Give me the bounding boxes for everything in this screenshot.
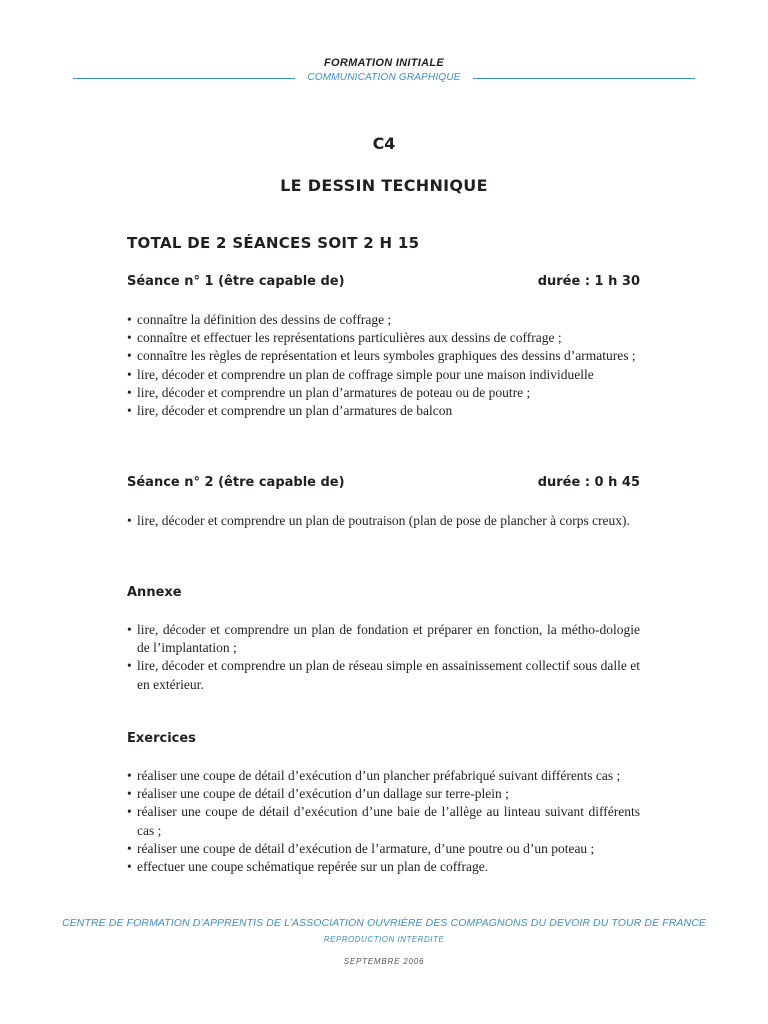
header-rule-right (473, 78, 695, 79)
list-item: • connaître la définition des dessins de coffrage ; (127, 311, 640, 329)
annexe-heading: Annexe (127, 585, 182, 600)
session-1-duration: durée : 1 h 30 (537, 274, 640, 289)
list-item: • connaître les règles de représentation et leurs symboles graphiques des dessins d’armatures ; (127, 347, 640, 365)
session-2-duration: durée : 0 h 45 (537, 475, 640, 490)
session-2-heading (127, 475, 640, 490)
header-rule-row (73, 71, 695, 85)
session-1-list (127, 311, 640, 420)
total-sessions: TOTAL DE 2 SÉANCES SOIT 2 H 15 (127, 234, 420, 252)
exercices-list (127, 767, 640, 876)
list-item: • connaître et effectuer les représentations particulières aux dessins de coffrage ; (127, 329, 640, 347)
document-title: LE DESSIN TECHNIQUE (280, 176, 488, 195)
session-1-label: Séance n° 1 (être capable de) (127, 274, 345, 289)
session-2-label: Séance n° 2 (être capable de) (127, 475, 345, 490)
header-subtitle: COMMUNICATION GRAPHIQUE (307, 72, 461, 83)
session-1-heading (127, 274, 640, 289)
list-item: • lire, décoder et comprendre un plan d’armatures de poteau ou de poutre ; (127, 384, 640, 402)
exercices-heading: Exercices (127, 731, 196, 746)
list-item: • réaliser une coupe de détail d’exécution d’un plancher préfabriqué suivant différents cas ; (127, 767, 640, 785)
footer-organization: CENTRE DE FORMATION D’APPRENTIS DE L’ASSOCIATION OUVRIÈRE DES COMPAGNONS DU DEVOIR DU TOUR DE FRANCE (62, 917, 706, 929)
list-item: • lire, décoder et comprendre un plan de poutraison (plan de pose de plancher à corps creux). (127, 512, 640, 530)
header-rule-left (73, 78, 295, 79)
list-item: • lire, décoder et comprendre un plan de fondation et préparer en fonction, la métho-dologie de l’implantation ; (127, 621, 640, 657)
document-code: C4 (372, 134, 396, 153)
annexe-list (127, 621, 640, 694)
header-kicker: FORMATION INITIALE (323, 57, 445, 69)
footer-notice: REPRODUCTION INTERDITE (323, 935, 445, 944)
list-item: • réaliser une coupe de détail d’exécution d’un dallage sur terre-plein ; (127, 785, 640, 803)
session-2-list (127, 512, 640, 530)
list-item: • lire, décoder et comprendre un plan de réseau simple en assainissement collectif sous dalle et en extérieur. (127, 657, 640, 693)
list-item: • lire, décoder et comprendre un plan d’armatures de balcon (127, 402, 640, 420)
list-item: • lire, décoder et comprendre un plan de coffrage simple pour une maison individuelle (127, 366, 640, 384)
list-item: • effectuer une coupe schématique repérée sur un plan de coffrage. (127, 858, 640, 876)
footer-date: SEPTEMBRE 2006 (343, 957, 425, 966)
page-header (73, 56, 695, 85)
list-item: • réaliser une coupe de détail d’exécution de l’armature, d’une poutre ou d’un poteau ; (127, 840, 640, 858)
list-item: • réaliser une coupe de détail d’exécution d’une baie de l’allège au linteau suivant différents cas ; (127, 803, 640, 839)
